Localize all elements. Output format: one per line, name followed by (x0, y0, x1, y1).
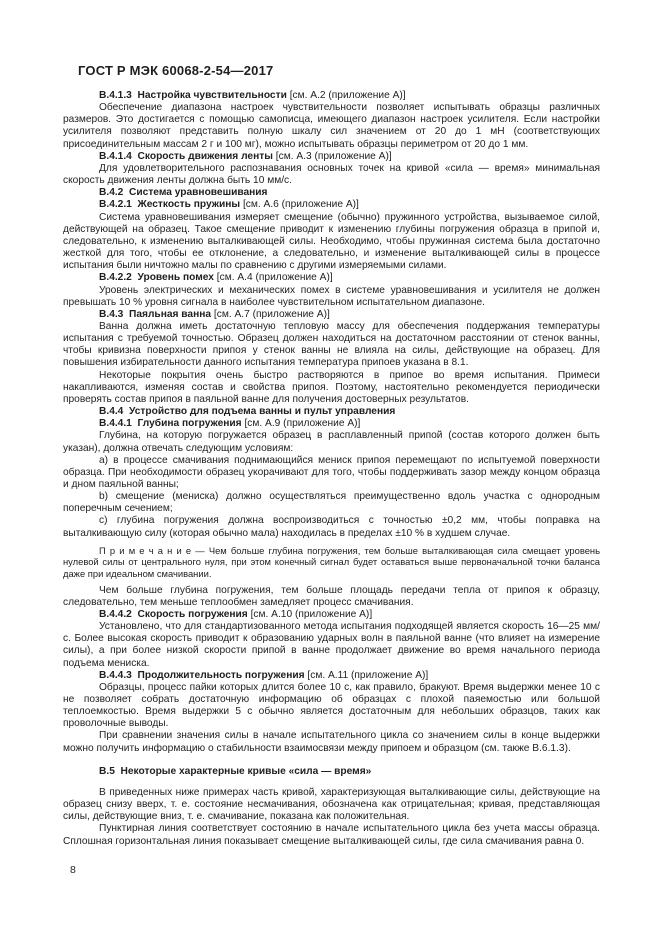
heading-b-4-4: В.4.4 Устройство для подъема ванны и пульт управления (99, 406, 396, 418)
section-ref: [см. А.11 (приложение А)] (307, 669, 429, 681)
heading-b-4-2-2: В.4.2.2 Уровень помех [см. А.4 (приложение А)] (99, 272, 333, 284)
section-ref: [см. А.6 (приложение А)] (242, 199, 359, 211)
section-ref: [см. А.10 (приложение А)] (250, 608, 373, 620)
section-ref: [см. А.3 (приложение А)] (275, 150, 392, 162)
note-paragraph: П р и м е ч а н и е — Чем больше глубина погружения, тем больше выталкивающая сила смещает уровень нулевой силы от центрального нуля, при этом конечный сигнал будет оставаться выше первоначальной точки баланса даже при идеальном смачивании. (63, 544, 600, 579)
paragraph-solder-bath-2: Некоторые покрытия очень быстро растворяются в припое во время испытания. Примеси накапливаются, изменяя состав и свойства припоя. Поэтому, настоятельно рекомендуется периодически проверять состав припоя в паяльной ванне для получения достоверных результатов. (63, 369, 600, 405)
document-content (63, 90, 600, 848)
heading-b-4-4-1: В.4.4.1 Глубина погружения [см. А.9 (приложение А)] (99, 418, 361, 430)
heading-b-4-2: В.4.2 Система уравновешивания (99, 187, 268, 199)
paragraph-depth-heat: Чем больше глубина погружения, тем больше площадь передачи тепла от припоя к образцу, следовательно, тем меньше теплообмен замедляет процесс смачивания. (63, 584, 600, 608)
heading-b-5: В.5 Некоторые характерные кривые «сила — время» (99, 765, 372, 777)
paragraph-noise-level: Уровень электрических и механических помех в системе уравновешивания и усилителя не должен превышать 10 % уровня сигнала в наиболее чувствительном испытательном диапазоне. (63, 284, 600, 308)
paragraph-curves-1: В приведенных ниже примерах часть кривой, характеризующая выталкивающие силы, действующие на образец снизу вверх, т. е. состояние несмачивания, обозначена как отрицательная; кривая, представляющая силы, действующие вниз, т. е. смачивание, показана как положительная. (63, 786, 600, 823)
heading-b-4-4-2: В.4.4.2 Скорость погружения [см. А.10 (приложение А)] (99, 608, 373, 620)
heading-b-4-2-1: В.4.2.1 Жесткость пружины [см. А.6 (приложение А)] (99, 199, 359, 211)
paragraph-solder-bath-1: Ванна должна иметь достаточную тепловую массу для обеспечения поддержания температуры испытания с требуемой точностью. Образец должен находиться на достаточном расстоянии от стенок ванны, чтобы кривизна поверхности припоя у стенок ванны не влияла на силы, действующие на образец. Для повышения избирательности данного испытания температура припоев указана в 8.1. (63, 320, 600, 369)
paragraph-sensitivity: Обеспечение диапазона настроек чувствительности позволяет испытывать образцы различных размеров. Это достигается с помощью самописца, имеющего диапазон настроек усилителя. Если настройки усилителя позволяют представить полную шкалу сил значением от 20 до 1 мН (соответствующих присоединительным массам 2 г и 100 мг), можно испытывать образцы периметром от 20 до 1 мм. (63, 102, 600, 150)
heading-b-4-3: В.4.3 Паяльная ванна [см. А.7 (приложение А)] (99, 308, 330, 320)
paragraph-tape-speed: Для удовлетворительного распознавания основных точек на кривой «сила — время» минимальная скорость движения ленты должна быть 10 мм/с. (63, 162, 600, 187)
section-ref: [см. А.7 (приложение А)] (213, 308, 330, 320)
paragraph-immersion-depth: Глубина, на которую погружается образец в расплавленный припой (состав которого должен быть указан), должна отвечать следующим условиям: (63, 430, 600, 454)
section-ref: [см. А.2 (приложение А)] (289, 90, 406, 101)
heading-b-4-4-3: В.4.4.3 Продолжительность погружения [см. А.11 (приложение А)] (99, 669, 429, 681)
heading-b-4-1-3: В.4.1.3 Настройка чувствительности [см. А.2 (приложение А)] (99, 90, 406, 101)
section-ref: [см. А.4 (приложение А)] (216, 272, 333, 284)
paragraph-immersion-duration-2: При сравнении значения силы в начале испытательного цикла со значением силы в конце выдержки можно получить информацию о стабильности взаимосвязи между припоем и образцом (см. также В.6.1.3). (63, 730, 600, 754)
list-item-c: с) глубина погружения должна воспроизводиться с точностью ±0,2 мм, чтобы поправка на выталкивающую силу (которая обычно мала) находилась в пределах ±10 % в худшем случае. (63, 515, 600, 539)
paragraph-immersion-speed: Установлено, что для стандартизованного метода испытания подходящей является скорость 16—25 мм/с. Более высокая скорость приводит к образованию ударных волн в паяльной ванне (что влияет на измерение силы), а при более низкой скорости припой в ванне продолжает движение во время начального периода подъема мениска. (63, 621, 600, 669)
page-number: 8 (70, 864, 76, 876)
document-number: ГОСТ Р МЭК 60068-2-54—2017 (78, 63, 274, 78)
paragraph-curves-2: Пунктирная линия соответствует состоянию в начале испытательного цикла без учета массы образца. Сплошная горизонтальная линия показывает смещение выталкивающей силы, где сила смачивания равна 0. (63, 823, 600, 847)
paragraph-spring-stiffness: Система уравновешивания измеряет смещение (обычно) пружинного устройства, вызываемое силой, действующей на образец. Такое смещение приводит к изменению глубины погружения образца в припой и, следовательно, к изменению выталкивающей силы. Необходимо, чтобы пружинная система была достаточно жесткой для того, чтобы ее отклонение, а следовательно, и изменение выталкивающей силы в процессе испытания были ничтожно малы по сравнению с другими измеряемыми силами. (63, 211, 600, 272)
section-ref: [см. А.9 (приложение А)] (244, 418, 361, 430)
heading-b-4-1-4: В.4.1.4 Скорость движения ленты [см. А.3 (приложение А)] (99, 150, 392, 162)
paragraph-immersion-duration-1: Образцы, процесс пайки которых длится более 10 с, как правило, бракуют. Время выдержки менее 10 с не позволяет собрать достаточную информацию об образцах с плохой паяемостью или большой теплоемкостью. Время выдержки 5 с обычно является достаточным для небольших образцов, таких как проволочные выводы. (63, 681, 600, 730)
list-item-b: b) смещение (мениска) должно осуществляться преимущественно вдоль участка с однородным поперечным сечением; (63, 491, 600, 515)
list-item-a: а) в процессе смачивания поднимающийся мениск припоя перемещают по испытуемой поверхности образца. При необходимости образец укорачивают для того, чтобы поддерживать зазор между концом образца и дном паяльной ванны; (63, 454, 600, 490)
